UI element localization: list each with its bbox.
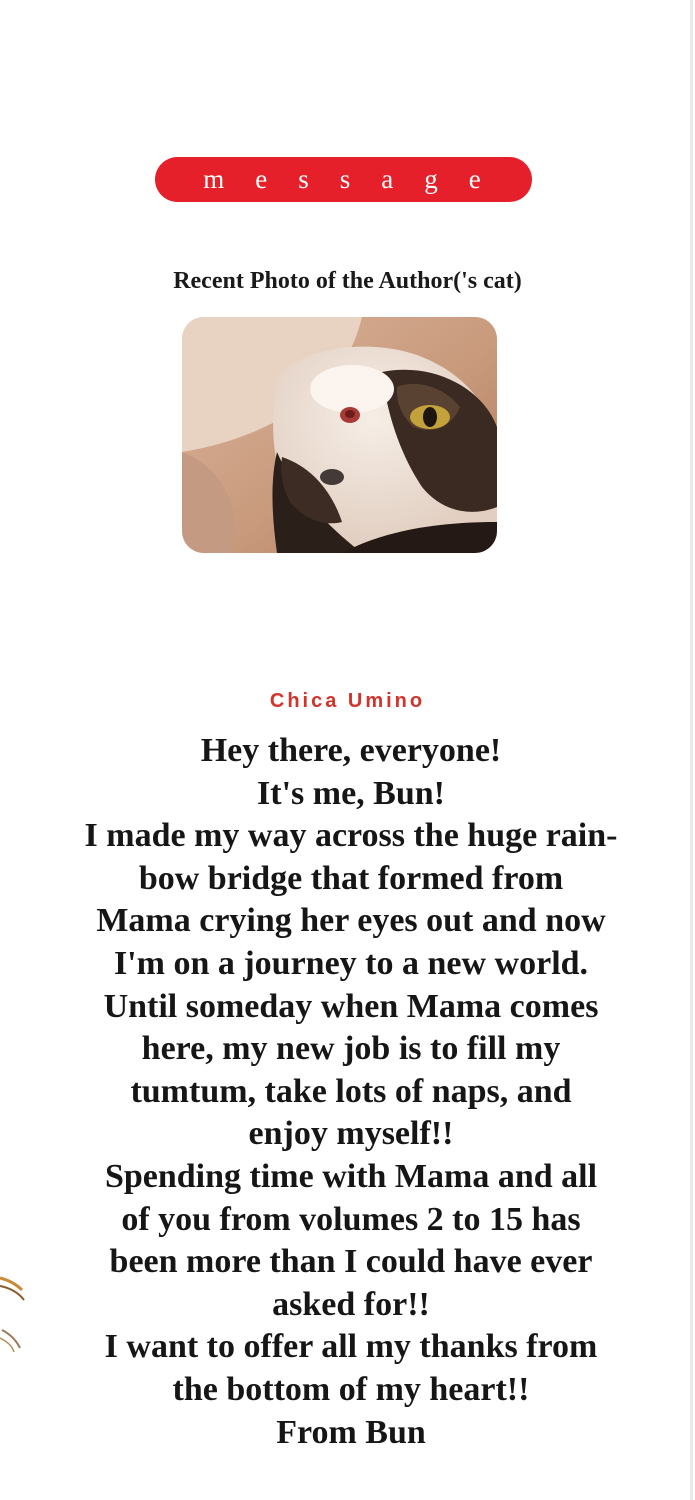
message-line: of you from volumes 2 to 15 has [121,1200,581,1238]
message-line: tumtum, take lots of naps, and [130,1072,572,1110]
message-banner [155,157,532,202]
message-line: Mama crying her eyes out and now [96,902,606,940]
message-body [62,730,640,1454]
message-line: Hey there, everyone! [200,732,502,769]
message-line: asked for!! [272,1285,430,1323]
author-cat-photo [182,317,497,553]
message-line: I want to offer all my thanks from [104,1328,598,1366]
message-line: Spending time with Mama and all [104,1157,598,1195]
edge-illustration-fragment [0,1270,30,1360]
message-line: I'm on a journey to a new world. [113,944,589,982]
message-line: From Bun [276,1413,426,1451]
message-banner-label: message [203,164,512,194]
message-line: here, my new job is to fill my [141,1030,561,1068]
message-line: bow bridge that formed from [138,859,564,897]
message-line: enjoy myself!! [248,1115,454,1153]
author-name: Chica Umino [269,690,426,712]
message-line: been more than I could have ever [109,1243,593,1281]
page-edge-rule [690,0,693,1500]
message-line: I made my way across the huge rain- [84,817,618,855]
message-line: Until someday when Mama comes [103,987,599,1025]
photo-caption: Recent Photo of the Author('s cat) [173,268,522,294]
message-line: It's me, Bun! [257,774,445,812]
message-line: the bottom of my heart!! [172,1370,530,1408]
